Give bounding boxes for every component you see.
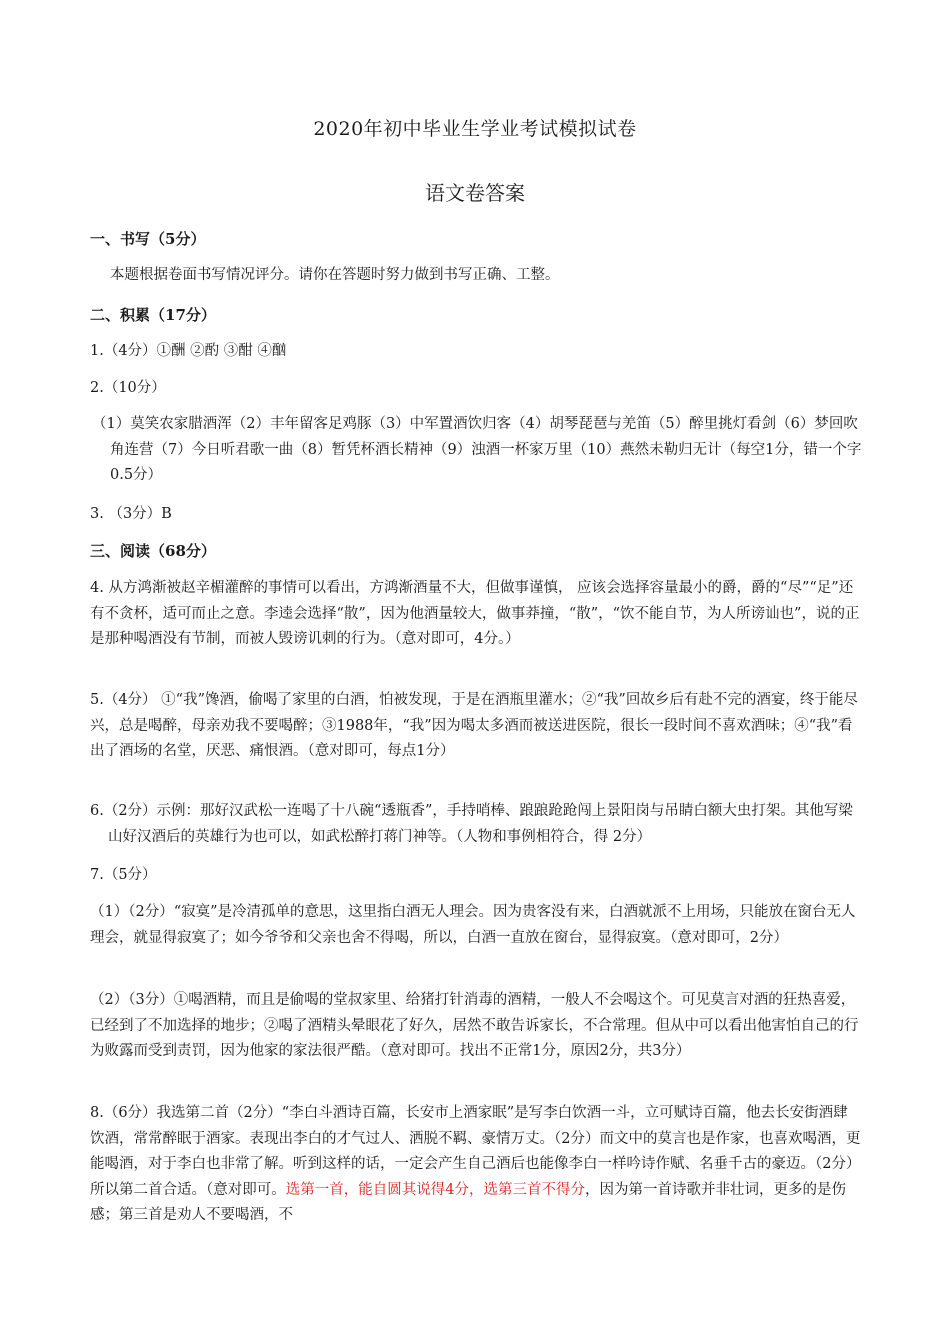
section-heading-reading: 三、阅读（68分） <box>90 542 216 560</box>
document-title: 2020年初中毕业生学业考试模拟试卷 <box>313 118 637 140</box>
section-heading-writing: 一、书写（5分） <box>90 230 206 248</box>
question-8-text-a: 8.（6分）我选第二首（2分）“李白斗酒诗百篇，长安市上酒家眠”是写李白饮酒一斗，立可赋诗百篇，他去长安街酒肆饮酒，常常醉眠于酒家。表现出李白的才气过人、洒脱不羁、豪情万丈。（2分）而文中的莫言也是作家，也喜欢喝酒，更能喝酒，对于李白也非常了解。听到这样的话，一定会产生自己酒后也能像李白一样吟诗作赋、名垂千古的豪迈。（2分）所以第二首合适。（意对即可。 <box>90 1105 861 1198</box>
question-8-scoring-note: 选第一首，能自圆其说得4分，选第三首不得分 <box>285 1181 585 1198</box>
question-3-answer: 3. （3分）B <box>90 506 172 522</box>
question-2-answer: （1）莫笑农家腊酒浑（2）丰年留客足鸡豚（3）中军置酒饮归客（4）胡琴琵琶与羌笛（5）醉里挑灯看剑（6）梦回吹角连营（7）今日听君歌一曲（8）暂凭杯酒长精神（9）浊酒一杯家万里（10）燕然未勒归无计（每空1分，错一个字0.5分） <box>92 416 862 483</box>
question-5-answer: 5.（4分） ①“我”馋酒，偷喝了家里的白酒，怕被发现，于是在酒瓶里灌水；②“我”回故乡后有赴不完的酒宴，终于能尽兴，总是喝醉，母亲劝我不要喝醉；③1988年，“我”因为喝太多酒而被送进医院，很长一段时间不喜欢酒味；④“我”看出了酒场的名堂，厌恶、痛恨酒。（意对即可，每点1分） <box>90 692 858 759</box>
question-2-heading: 2.（10分） <box>90 380 166 396</box>
section-heading-accumulation: 二、积累（17分） <box>90 306 216 324</box>
question-8-answer <box>90 1101 862 1229</box>
question-7-part-2-answer: （2）（3分）①喝酒精，而且是偷喝的堂叔家里、给猪打针消毒的酒精，一般人不会喝这个。可见莫言对酒的狂热喜爱，已经到了不加选择的地步；②喝了酒精头晕眼花了好久，居然不敢告诉家长，不合常理。但从中可以看出他害怕自己的行为败露而受到责罚，因为他家的家法很严酷。（意对即可。找出不正常1分，原因2分，共3分） <box>90 992 859 1059</box>
question-7-part-1-answer: （1）（2分）“寂寞”是冷清孤单的意思，这里指白酒无人理会。因为贵客没有来，白酒就派不上用场，只能放在窗台无人理会，就显得寂寞了；如今爷爷和父亲也舍不得喝，所以，白酒一直放在窗台，显得寂寞。（意对即可，2分） <box>90 904 856 946</box>
question-7-heading: 7.（5分） <box>90 867 157 883</box>
question-6-answer: 6.（2分）示例：那好汉武松一连喝了十八碗“透瓶香”，手持哨棒、踉踉跄跄闯上景阳岗与吊睛白额大虫打架。其他写梁山好汉酒后的英雄行为也可以，如武松醉打蒋门神等。（人物和事例相符合，得 2分） <box>90 803 853 845</box>
question-4-answer: 4. 从方鸿渐被赵辛楣灌醉的事情可以看出，方鸿渐酒量不大，但做事谨慎， 应该会选择容量最小的爵，爵的“尽”“足”还有不贪杯，适可而止之意。李逵会选择“散”，因为他酒量较大，做事莽撞，“散”，“饮不能自节，为人所谤讪也”，说的正是那种喝酒没有节制，而被人毁谤讥刺的行为。（意对即可，4分。） <box>90 580 860 647</box>
question-8-text-b: ，因为第一首诗歌并非壮词，更多的是伤感；第三首是劝人不要喝酒，不 <box>90 1181 846 1223</box>
question-1-answer: 1.（4分）①酬 ②酌 ③酣 ④酗 <box>90 343 287 359</box>
writing-instruction: 本题根据卷面书写情况评分。请你在答题时努力做到书写正确、工整。 <box>110 267 560 283</box>
document-subtitle: 语文卷答案 <box>425 181 525 205</box>
